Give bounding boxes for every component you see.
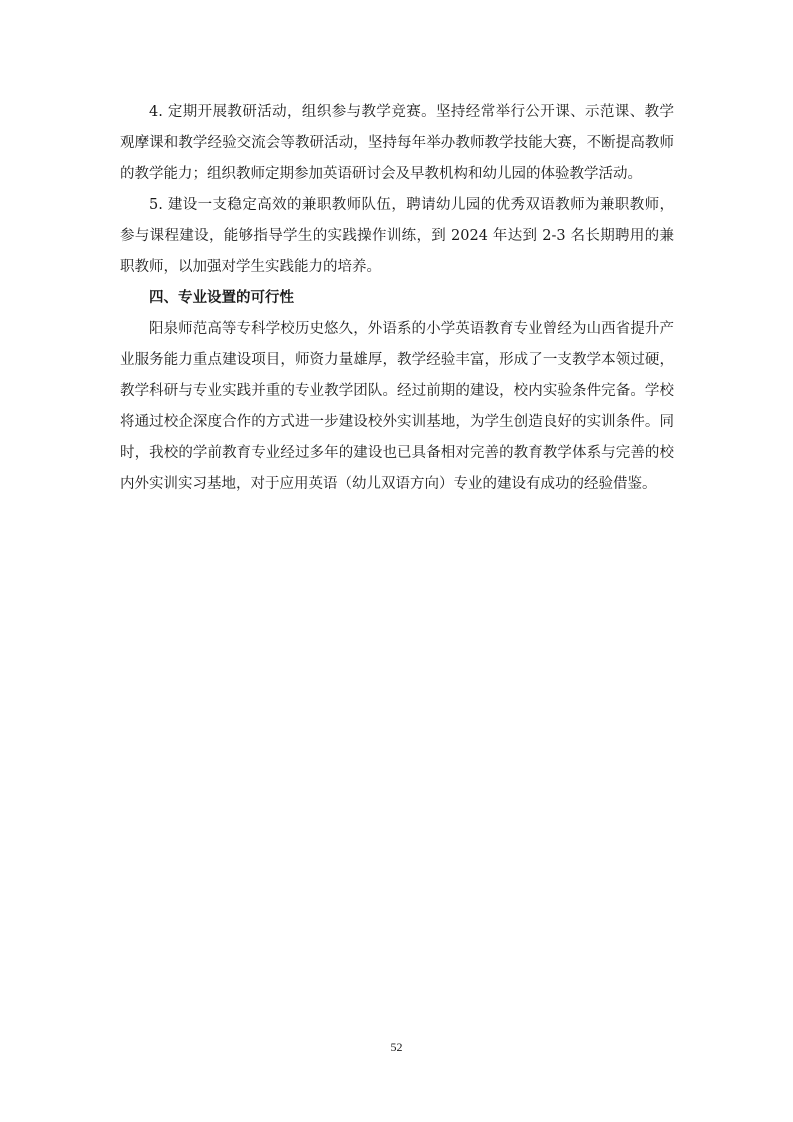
paragraph-teaching-research: 4. 定期开展教研活动，组织参与教学竞赛。坚持经常举行公开课、示范课、教学观摩课和教学经验交流会等教研活动，坚持每年举办教师教学技能大赛，不断提高教师的教学能力；组织教师定期参加英语研讨会及早教机构和幼儿园的体验教学活动。 xyxy=(120,104,674,182)
page-number: 52 xyxy=(390,1040,403,1054)
section-heading-feasibility: 四、专业设置的可行性 xyxy=(149,290,294,306)
paragraph-part-time-teachers: 5. 建设一支稳定高效的兼职教师队伍，聘请幼儿园的优秀双语教师为兼职教师，参与课程建设，能够指导学生的实践操作训练，到 2024 年达到 2-3 名长期聘用的兼职教师，以加强对学生实践能力的培养。 xyxy=(120,197,674,275)
document-body xyxy=(120,97,674,500)
paragraph-feasibility: 阳泉师范高等专科学校历史悠久，外语系的小学英语教育专业曾经为山西省提升产业服务能力重点建设项目，师资力量雄厚，教学经验丰富，形成了一支教学本领过硬，教学科研与专业实践并重的专业教学团队。经过前期的建设，校内实验条件完备。学校将通过校企深度合作的方式进一步建设校外实训基地，为学生创造良好的实训条件。同时，我校的学前教育专业经过多年的建设也已具备相对完善的教育教学体系与完善的校内外实训实习基地，对于应用英语（幼儿双语方向）专业的建设有成功的经验借鉴。 xyxy=(120,321,674,492)
